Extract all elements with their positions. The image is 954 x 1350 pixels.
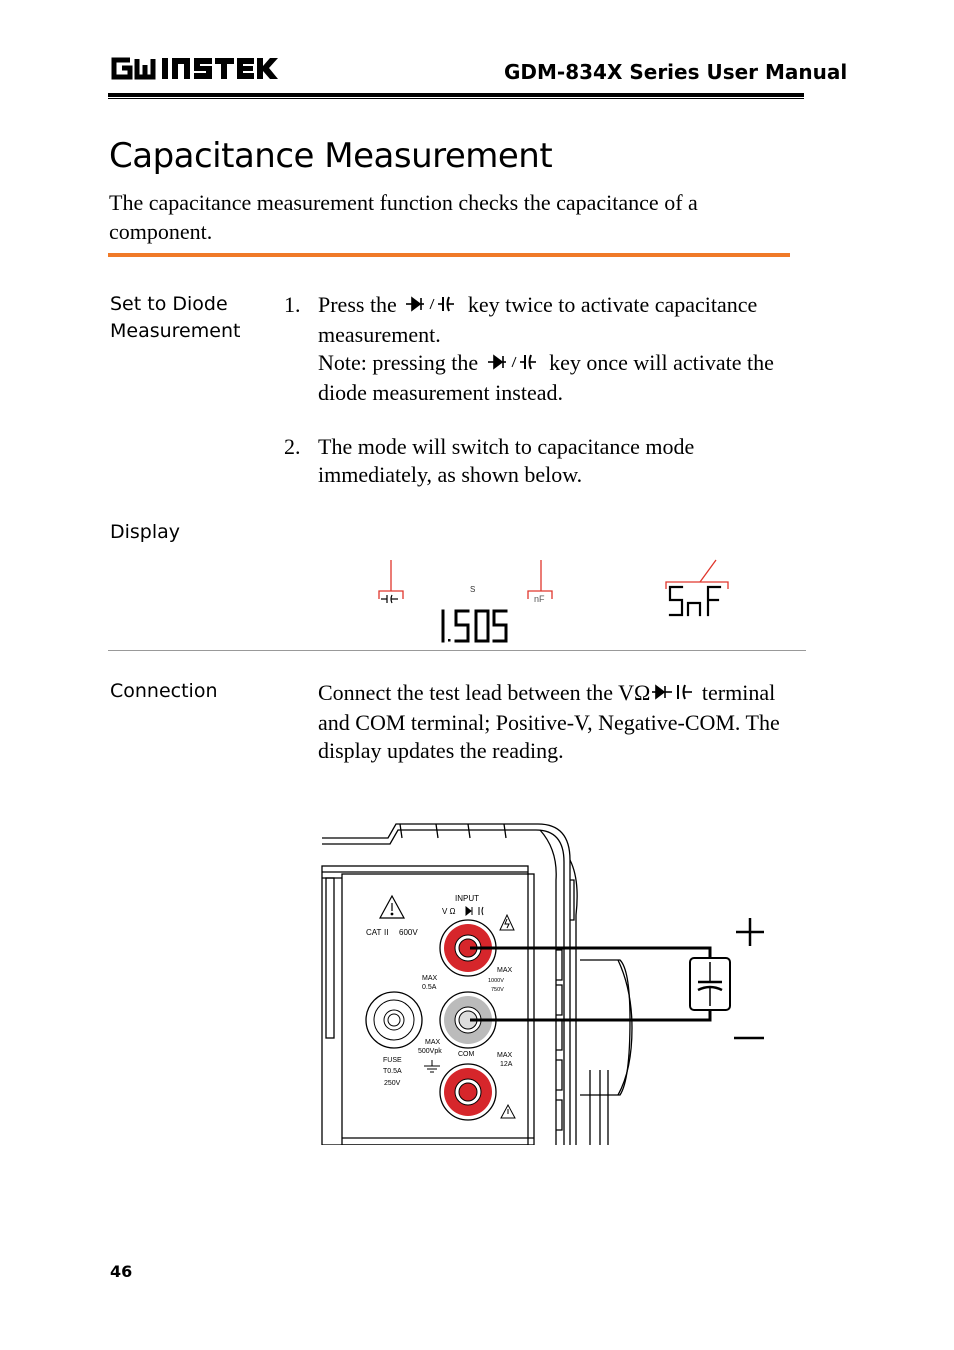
ma-terminal — [366, 992, 422, 1048]
connection-text-b: terminal and COM terminal; Positive-V, Negative-COM. The display updates the reading. — [318, 680, 780, 763]
lcd-main-reading — [443, 611, 506, 642]
intro-paragraph: The capacitance measurement function checks the capacitance of a component. — [109, 190, 698, 244]
lcd-display-illustration — [370, 555, 770, 655]
section-label-diode: Set to Diode Measurement — [110, 293, 241, 342]
fuse-voltage: 250V — [384, 1080, 401, 1087]
max-0-5a: 0.5A — [422, 984, 437, 991]
section-label-display: Display — [110, 521, 181, 543]
max-label-com: MAX — [425, 1039, 441, 1046]
header-rule-thin — [108, 98, 804, 99]
lcd-s-indicator: S — [470, 585, 476, 594]
com-label: COM — [458, 1051, 475, 1058]
capacitor-annunciator-icon — [381, 595, 398, 603]
cat-label: CAT — [366, 928, 382, 937]
cat-voltage: 600V — [399, 928, 418, 937]
step-number: 1. — [284, 292, 301, 317]
connection-text — [318, 679, 798, 765]
fuse-rating: T0.5A — [383, 1068, 402, 1075]
page-number: 46 — [110, 1262, 133, 1281]
step-1-text-b: key twice to activate capacitance measurement. — [318, 292, 758, 347]
warning-small-icon — [501, 1105, 515, 1118]
lcd-unit-small: nF — [534, 594, 545, 604]
step-1-note-b: key once will activate the diode measurement instead. — [318, 349, 774, 405]
ground-icon — [424, 1060, 440, 1072]
max-500vpk: 500Vpk — [418, 1048, 442, 1055]
connection-text-a: Connect the test lead between the VΩ — [318, 680, 651, 705]
v-omega-label: V Ω — [442, 907, 456, 916]
max-label-ma: MAX — [422, 975, 438, 982]
test-lead-diagram — [460, 910, 780, 1055]
fuse-label: FUSE — [383, 1057, 402, 1064]
step-2-text: The mode will switch to capacitance mode immediately, as shown below. — [318, 434, 695, 487]
lcd-secondary-reading — [670, 587, 720, 615]
section-rule — [108, 650, 806, 651]
page-title: Capacitance Measurement — [109, 136, 553, 176]
warning-icon — [380, 896, 404, 918]
cat-roman: II — [384, 928, 389, 937]
step-1-note-a: Note: pressing the — [318, 349, 479, 375]
max-label-a: MAX — [497, 1052, 513, 1059]
step-number: 2. — [284, 434, 301, 459]
max-1000v: 1000V — [488, 978, 504, 984]
diode-capacitor-key-icon — [402, 293, 462, 321]
section-label-connection: Connection — [110, 680, 218, 702]
diode-capacitor-key-icon — [484, 351, 544, 379]
section-divider — [108, 253, 790, 257]
capacitor-component-icon — [690, 958, 730, 1010]
max-750v: 750V — [491, 987, 504, 993]
positive-sign-icon — [736, 918, 764, 946]
step-1-text-a: Press the — [318, 292, 397, 317]
a-terminal-red — [440, 1064, 496, 1120]
diode-capacitor-symbol-icon — [650, 681, 696, 709]
max-label-v: MAX — [497, 967, 513, 974]
max-12a: 12A — [500, 1061, 513, 1068]
gw-instek-logo — [108, 55, 280, 88]
input-label: INPUT — [455, 894, 479, 903]
manual-title: GDM-834X Series User Manual — [504, 60, 848, 84]
header-rule — [108, 93, 804, 97]
